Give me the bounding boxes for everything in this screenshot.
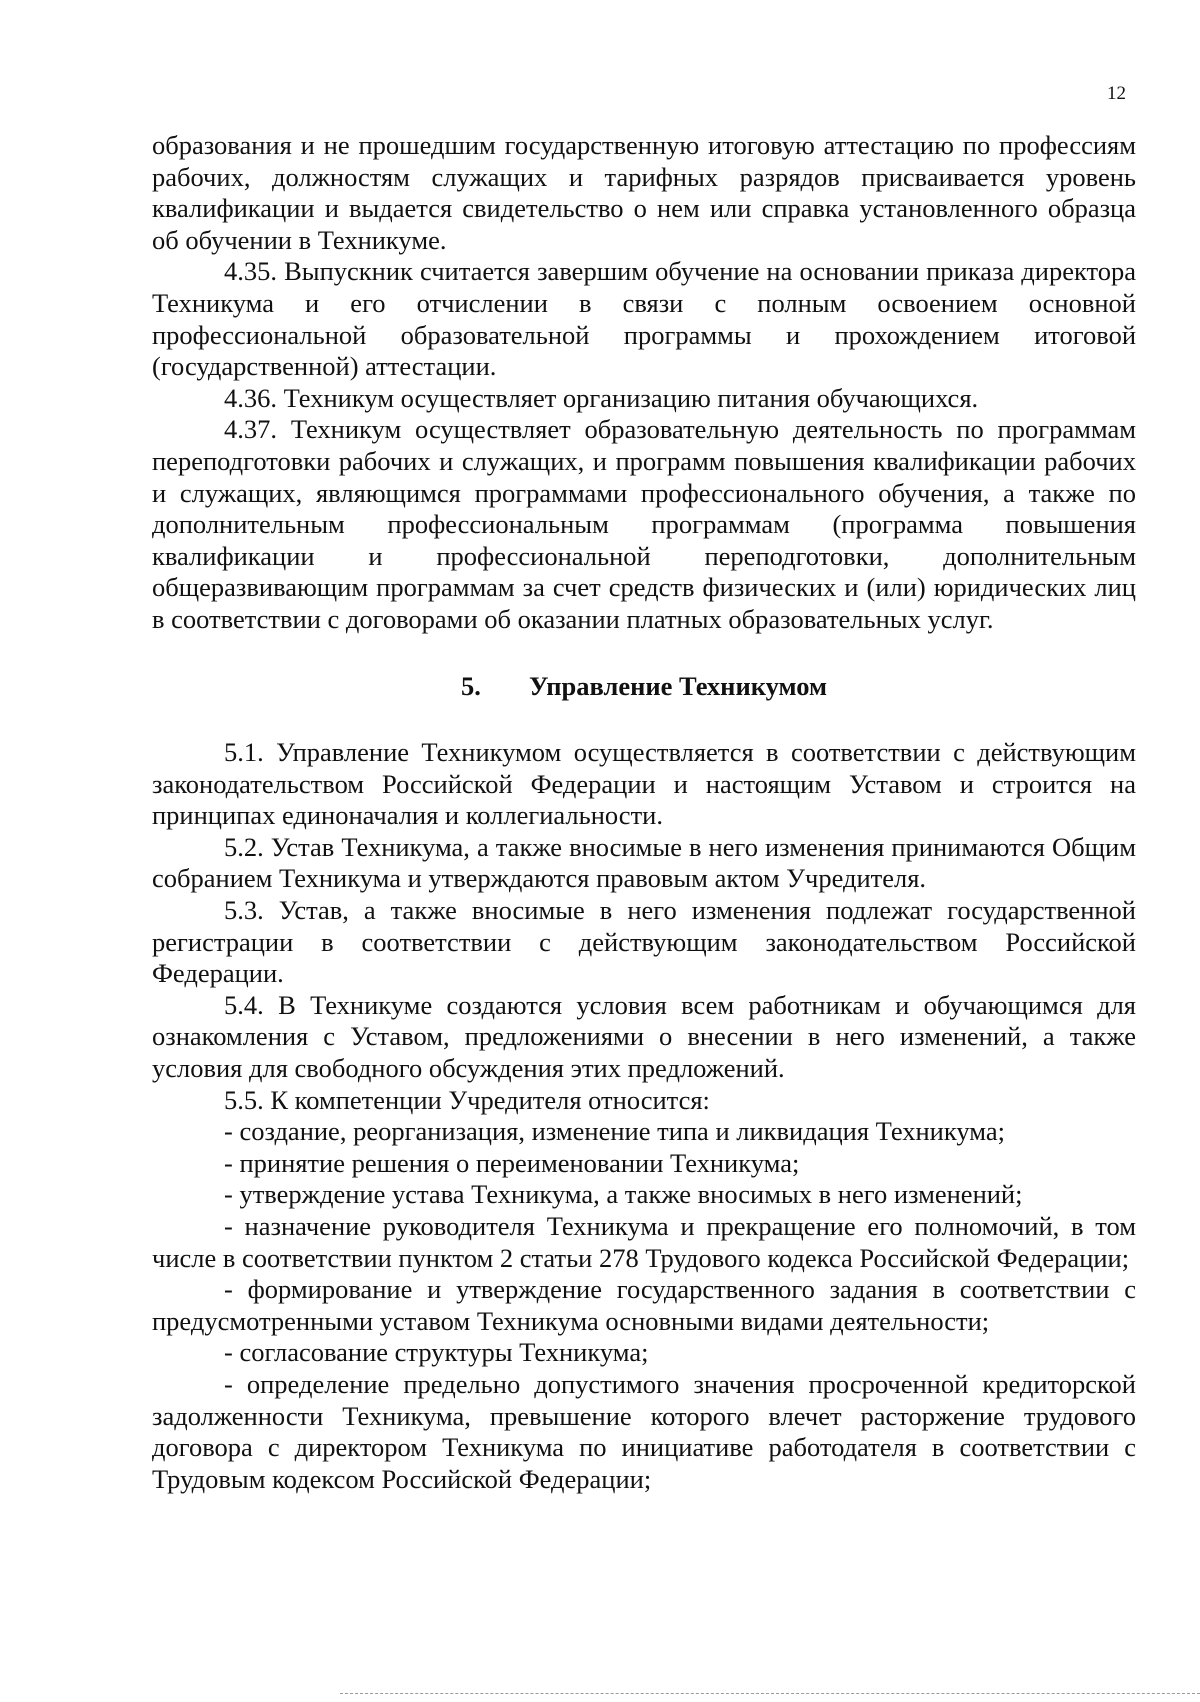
list-item: - принятие решения о переименовании Техникума; — [224, 1147, 800, 1178]
list-item: - назначение руководителя Техникума и прекращение его полномочий, в том числе в соответствии пунктом 2 статьи 278 Трудового кодекса Российской Федерации; — [152, 1211, 1136, 1273]
list-item: - согласование структуры Техникума; — [224, 1337, 649, 1368]
paragraph: 5.4. В Техникуме создаются условия всем работникам и обучающимся для ознакомления с Уставом, предложениями о внесении в него изменений, а также условия для свободного обсуждения этих предложений. — [152, 989, 1136, 1084]
document-body — [152, 130, 1136, 1495]
section-number: 5. — [460, 670, 481, 701]
paragraph: 5.2. Устав Техникума, а также вносимые в него изменения принимаются Общим собранием Техникума и утверждаются правовым актом Учредителя. — [152, 831, 1136, 894]
section-4-continuation — [152, 130, 1136, 636]
list-item: - определение предельно допустимого значения просроченной кредиторской задолженности Техникума, превышение которого влечет расторжение трудового договора с директором Техникума по инициативе работодателя в соответствии с Трудовым кодексом Российской Федерации; — [152, 1368, 1136, 1494]
list-item: - формирование и утверждение государственного задания в соответствии с предусмотренными уставом Техникума основными видами деятельности; — [152, 1274, 1136, 1336]
section-title: Управление Техникумом — [528, 670, 828, 701]
page-number: 12 — [1107, 83, 1126, 104]
paragraph: 4.36. Техникум осуществляет организацию питания обучающихся. — [224, 382, 979, 413]
scan-edge-line — [340, 1693, 1200, 1695]
section-5-body — [152, 737, 1136, 1495]
list-item: - утверждение устава Техникума, а также вносимых в него изменений; — [224, 1179, 1023, 1210]
paragraph: 4.35. Выпускник считается завершим обучение на основании приказа директора Техникума и его отчислении в связи с полным освоением основной профессиональной образовательной программы и прохождением итоговой (государственной) аттестации. — [152, 256, 1136, 382]
list-item: - создание, реорганизация, изменение типа и ликвидация Техникума; — [224, 1116, 1005, 1147]
paragraph: 5.3. Устав, а также вносимые в него изменения подлежат государственной регистрации в соответствии с действующим законодательством Российской Федерации. — [152, 895, 1136, 989]
paragraph: 4.37. Техникум осуществляет образовательную деятельность по программам переподготовки рабочих и служащих, и программ повышения квалификации рабочих и служащих, являющимся программами профессионального обучения, а также по дополнительным профессиональным программам (программа повышения квалификации и профессиональной переподготовки, дополнительным общеразвивающим программам за счет средств физических и (или) юридических лиц в соответствии с договорами об оказании платных образовательных услуг. — [152, 414, 1136, 634]
section-heading — [152, 671, 1136, 703]
paragraph: 5.5. К компетенции Учредителя относится: — [224, 1084, 710, 1115]
paragraph: 5.1. Управление Техникумом осуществляется в соответствии с действующим законодательством Российской Федерации и настоящим Уставом и строится на принципах единоначалия и коллегиальности. — [152, 737, 1136, 831]
paragraph: образования и не прошедшим государственную итоговую аттестацию по профессиям рабочих, должностям служащих и тарифных разрядов присваивается уровень квалификации и выдается свидетельство о нем или справка установленного образца об обучении в Техникуме. — [152, 130, 1136, 255]
